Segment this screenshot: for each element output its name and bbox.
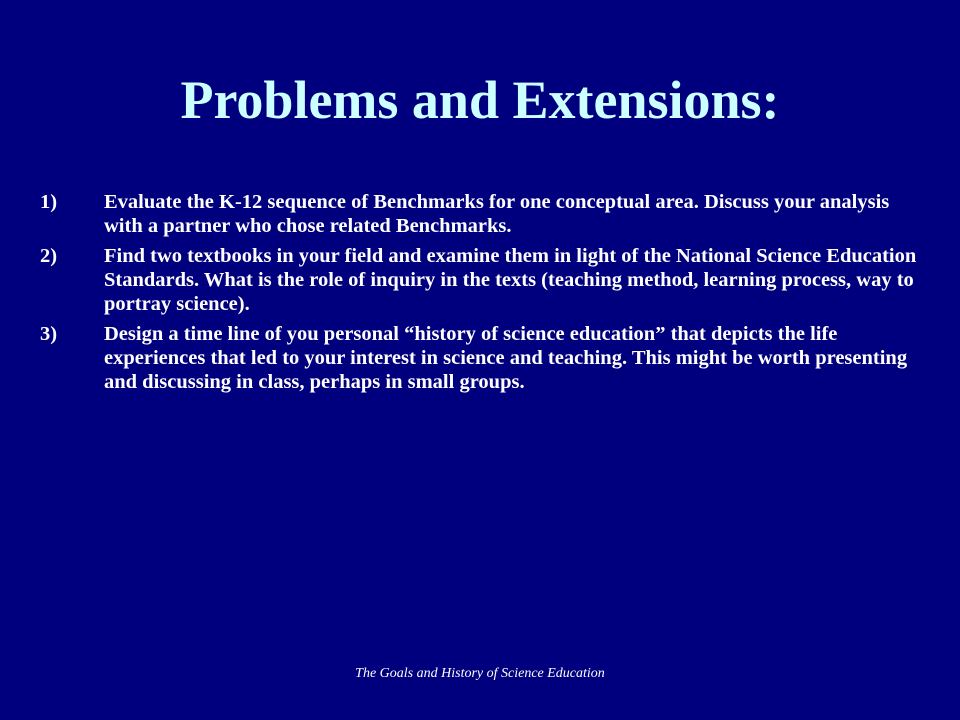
list-item-number: 2)	[40, 245, 58, 267]
list-item-3	[40, 322, 930, 394]
slide-title: Problems and Extensions:	[180, 70, 780, 130]
list-item-text: Evaluate the K-12 sequence of Benchmarks for one conceptual area. Discuss your analysis with a partner who chose related Benchmarks.	[104, 191, 890, 237]
list-item-2	[40, 244, 930, 316]
list-item-text: Design a time line of you personal “history of science education” that depicts the life experiences that led to your interest in science and teaching. This might be worth presenting and discussing in class, perhaps in small groups.	[104, 323, 908, 393]
list-item-1	[40, 190, 930, 238]
list-item-number: 3)	[40, 323, 58, 345]
list-item-number: 1)	[40, 191, 58, 213]
slide-footer: The Goals and History of Science Education	[355, 666, 605, 681]
problem-list	[40, 190, 930, 400]
list-item-text: Find two textbooks in your field and examine them in light of the National Science Education Standards. What is the role of inquiry in the texts (teaching method, learning process, way to portray science).	[104, 245, 917, 315]
